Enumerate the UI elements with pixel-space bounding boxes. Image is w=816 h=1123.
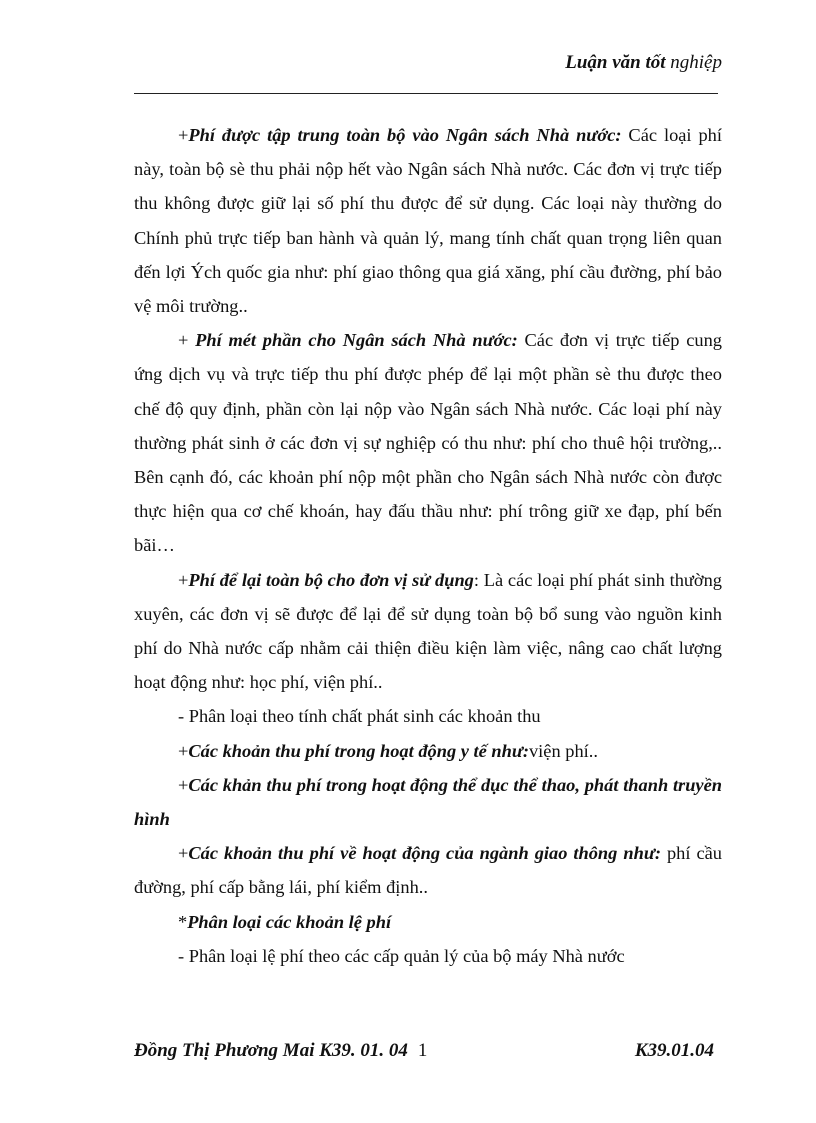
bullet-mark: + <box>178 330 196 351</box>
paragraph-label: Các khản thu phí trong hoạt động thể dục thể thao, phát thanh truyền hình <box>134 774 722 830</box>
page-number: 1 <box>417 1040 428 1061</box>
paragraph-label: Các khoản thu phí về hoạt động của ngành giao thông như: <box>188 843 661 864</box>
paragraph-label: Phí được tập trung toàn bộ vào Ngân sách Nhà nước: <box>188 125 622 145</box>
paragraph-text: - Phân loại theo tính chất phát sinh các khoản thu <box>178 706 541 727</box>
footer-left <box>134 1040 427 1062</box>
paragraph-text: : Là các loại phí phát sinh thường xuyên, các đơn vị sẽ được để lại để sử dụng toàn bộ bổ sung vào nguồn kinh phí do Nhà nước cấp nhằm cải thiện điều kiện làm việc, nâng cao chất lượng hoạt động như: học phí, viện phí.. <box>134 569 722 693</box>
paragraph-text: Các đơn vị trực tiếp cung ứng dịch vụ và trực tiếp thu phí được phép để lại một phần sè thu được theo chế độ quy định, phần còn lại nộp vào Ngân sách Nhà nước. Các loại phí này thường phát sinh ở các đơn vị sự nghiệp có thu như: phí cho thuê hội trường,.. Bên cạnh đó, các khoản phí nộp một phần cho Ngân sách Nhà nước còn được thực hiện qua cơ chế khoán, hay đấu thầu như: phí trông giữ xe đạp, phí bến bãi… <box>134 330 722 556</box>
bullet-mark: + <box>178 774 189 795</box>
paragraph-8 <box>134 905 722 939</box>
paragraph-6 <box>134 768 722 836</box>
header-rule <box>134 93 718 94</box>
paragraph-2 <box>134 323 722 562</box>
paragraph-text: Các loại phí này, toàn bộ sè thu phải nộp hết vào Ngân sách Nhà nước. Các đơn vị trực tiếp thu không được giữ lại số phí thu được để sử dụng. Các loại này thường do Chính phủ trực tiếp ban hành và quản lý, mang tính chất quan trọng liên quan đến lợi Ých quốc gia như: phí giao thông qua giá xăng, phí cầu đường, phí bảo vệ môi trường.. <box>134 125 722 317</box>
bullet-mark: + <box>178 843 189 864</box>
paragraph-7 <box>134 836 722 904</box>
bullet-mark: * <box>178 911 188 932</box>
paragraph-5 <box>134 734 722 768</box>
footer-code: K39.01.04 <box>634 1040 714 1061</box>
bullet-mark: + <box>178 125 189 145</box>
paragraph-3 <box>134 563 722 700</box>
header-title-italic: nghiệp <box>665 52 722 73</box>
paragraph-label: Phí mét phần cho Ngân sách Nhà nước: <box>195 330 518 351</box>
document-body <box>134 118 722 973</box>
paragraph-4 <box>134 699 722 733</box>
paragraph-label: Phí để lại toàn bộ cho đơn vị sử dụng <box>188 569 474 590</box>
paragraph-label: Phân loại các khoản lệ phí <box>187 911 392 932</box>
paragraph-label: Các khoản thu phí trong hoạt động y tế như: <box>188 740 529 761</box>
paragraph-1 <box>134 118 722 323</box>
bullet-mark: + <box>178 740 189 761</box>
paragraph-text: phí cầu đường, phí cấp bằng lái, phí kiểm định.. <box>134 843 722 898</box>
paragraph-9 <box>134 939 722 973</box>
paragraph-text: - Phân loại lệ phí theo các cấp quản lý của bộ máy Nhà nước <box>178 945 625 966</box>
page-header <box>565 52 722 74</box>
paragraph-text: viện phí.. <box>528 740 598 761</box>
bullet-mark: + <box>178 569 189 590</box>
header-title-bold: Luận văn tốt <box>565 52 666 73</box>
footer-author: Đồng Thị Phương Mai K39. 01. 04 <box>134 1040 408 1061</box>
